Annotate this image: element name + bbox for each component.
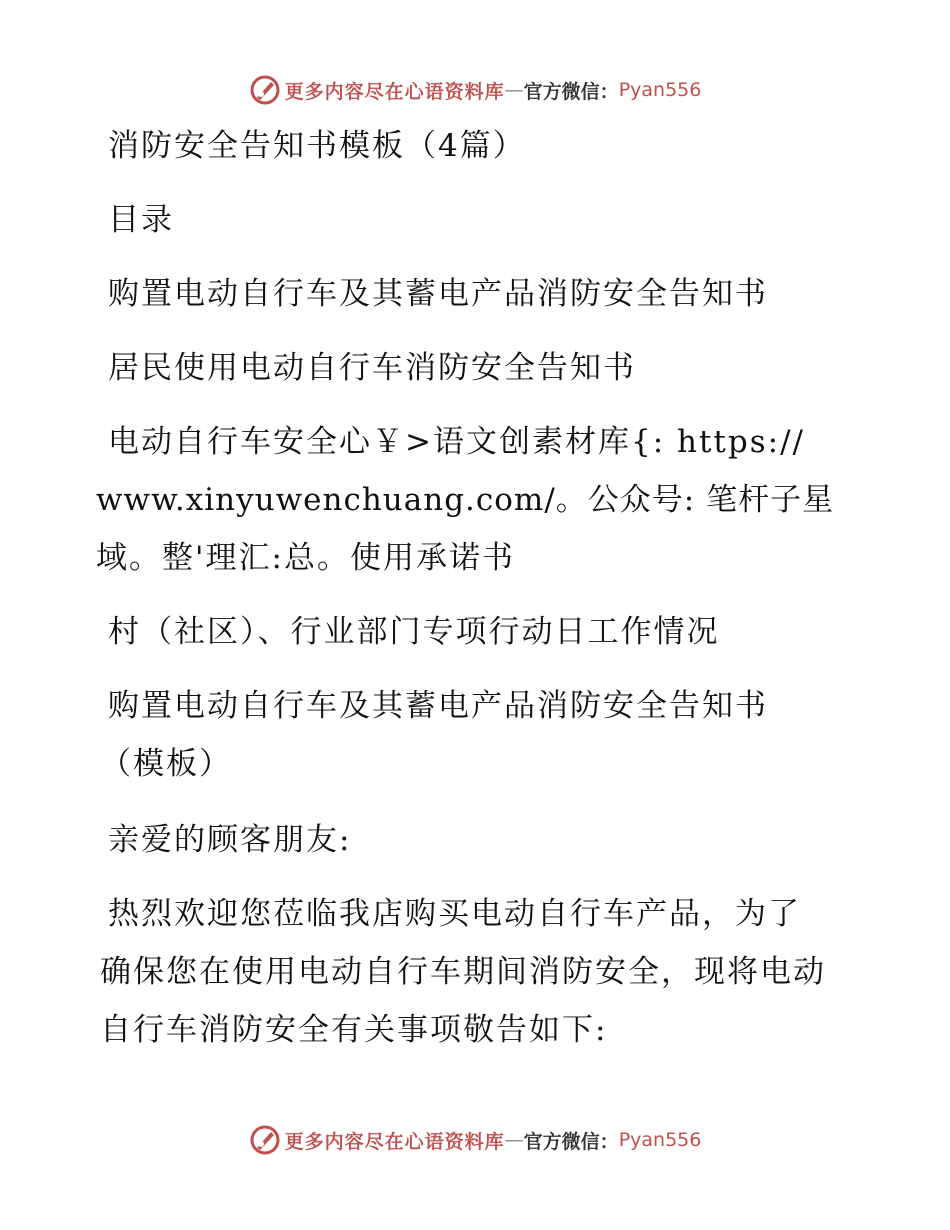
banner-dash: — xyxy=(504,79,524,101)
toc-heading: 目录 xyxy=(108,202,174,238)
body-paragraph-line: 热烈欢迎您莅临我店购买电动自行车产品，为了 xyxy=(108,896,801,932)
watermark-line: 域。整'理汇:总。使用承诺书 xyxy=(96,540,515,576)
banner-text: 更多内容尽在心语资料库 xyxy=(284,80,505,103)
doc-title: 消防安全告知书模板（4篇） xyxy=(108,128,526,164)
header-banner xyxy=(0,70,950,110)
body-paragraph-line: 确保您在使用电动自行车期间消防安全，现将电动 xyxy=(100,954,826,990)
banner-wechat-id: Pyan556 xyxy=(618,79,702,101)
toc-item: 居民使用电动自行车消防安全告知书 xyxy=(108,350,636,386)
section-title: （模板） xyxy=(100,746,232,782)
banner-wechat-label: 官方微信： xyxy=(523,1130,619,1153)
body-paragraph-line: 自行车消防安全有关事项敬告如下: xyxy=(100,1012,608,1048)
banner-text: 更多内容尽在心语资料库 xyxy=(284,1130,505,1153)
banner-dash: — xyxy=(504,1129,524,1151)
watermark-line: 电动自行车安全心￥>语文创素材库{: https:// xyxy=(108,424,805,460)
banner-wechat-id: Pyan556 xyxy=(618,1129,702,1151)
toc-item: 村（社区）、行业部门专项行动日工作情况 xyxy=(108,614,720,650)
brush-logo-icon xyxy=(249,74,281,106)
footer-banner xyxy=(0,1120,950,1160)
salutation: 亲爱的顾客朋友: xyxy=(108,822,352,858)
section-title: 购置电动自行车及其蓄电产品消防安全告知书 xyxy=(108,688,768,724)
toc-item: 购置电动自行车及其蓄电产品消防安全告知书 xyxy=(108,276,768,312)
brush-logo-icon xyxy=(249,1124,281,1156)
banner-wechat-label: 官方微信： xyxy=(523,80,619,103)
watermark-line: www.xinyuwenchuang.com/。公众号: 笔杆子星 xyxy=(96,482,835,518)
